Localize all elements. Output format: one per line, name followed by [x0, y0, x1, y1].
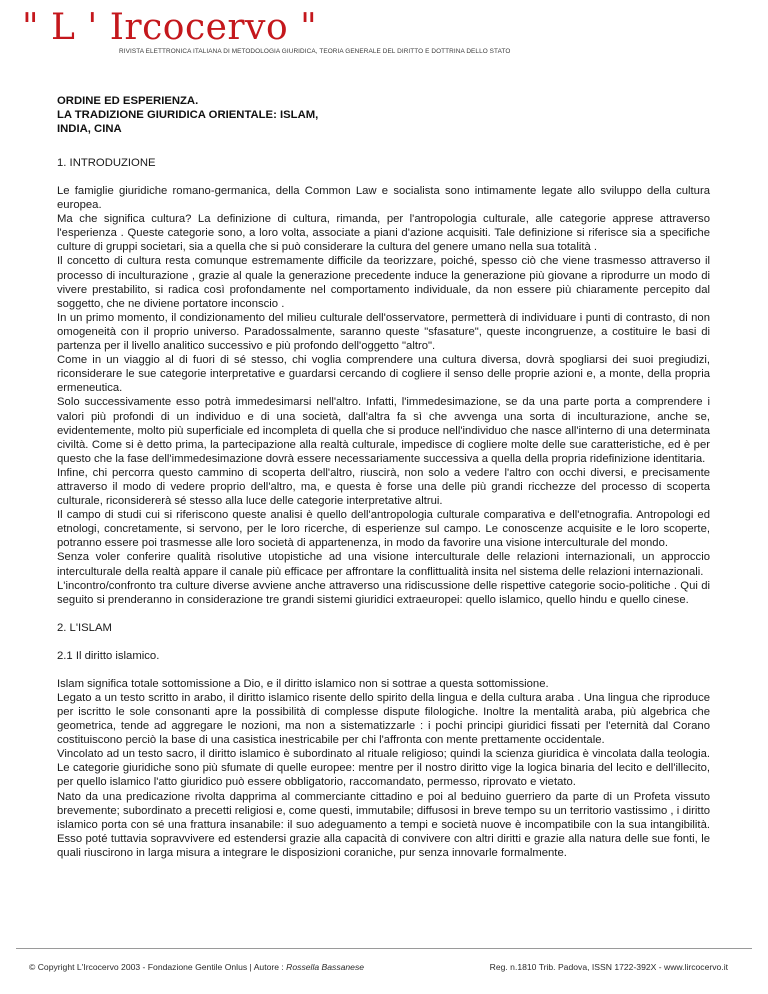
- paragraph: Infine, chi percorra questo cammino di scoperta dell'altro, riuscirà, non solo a vedere l'altro con occhi diversi, e precisamente attraverso il modo di vedere proprio dell'altro, ma, e questa è forse una delle più grandi ricchezze del processo di scoperta culturale, riconsidererà sé stesso alla luce delle categorie interpretative altrui.: [57, 466, 710, 508]
- paragraph: Solo successivamente esso potrà immedesimarsi nell'altro. Infatti, l'immedesimazione, se da una parte porta a comprendere i valori più profondi di un individuo e di una società, dall'altra fa sì che avvenga una sorta di inculturazione, anche se, evidentemente, molto più superficiale ed incompleta di quella che si produce nell'individuo che nasce all'interno di una determinata civiltà. Come si è detto prima, la partecipazione alla realtà culturale, impedisce di cogliere molte delle sue caratteristiche, ed è per questo che la fase dell'immedesimazione dovrà essere necessariamente successiva a quella della propria ridefinizione identitaria.: [57, 396, 710, 465]
- paragraph: Il concetto di cultura resta comunque estremamente difficile da teorizzare, poiché, spesso ciò che viene trasmesso attraverso il processo di inculturazione , grazie al quale la generazione precedente induce la generazione più giovane a riprodurre un modo di vivere prestabilito, si radica così profondamente nel comportamento individuale, da non essere più chiaramente percepito dal soggetto, che ne diviene portatore inconscio .: [57, 255, 710, 310]
- article-body: [57, 94, 710, 860]
- footer-author: Rossella Bassanese: [286, 962, 365, 972]
- section-introduzione: [57, 184, 710, 607]
- footer-divider: [16, 948, 752, 949]
- title-line-3: INDIA, CINA: [57, 123, 122, 135]
- paragraph: Le famiglie giuridiche romano-germanica, della Common Law e socialista sono intimamente legate allo sviluppo della cultura europea.: [57, 185, 710, 212]
- footer-copyright: [29, 962, 364, 972]
- journal-header: [22, 6, 762, 62]
- title-line-1: ORDINE ED ESPERIENZA.: [57, 95, 199, 107]
- paragraph: Nato da una predicazione rivolta dapprima al commerciante cittadino e poi al beduino guerriero da parte di un Profeta vissuto brevemente; subordinato a precetti religiosi e, come questi, immutabile; diffusosi in breve tempo su un territorio vastissimo , i diritto islamico porta con sé una frattura insanabile: il suo adeguamento a tempi e società nuove è incompatibile con la sua intangibilità. Esso poté tuttavia sopravvivere ed estendersi grazie alla capacità di convivere con altri diritti e grazie alla natura delle sue fonti, le quali riuscirono in larga misura a integrare le disposizioni coraniche, pur senza innovarle formalmente.: [57, 790, 710, 859]
- section-islam: [57, 677, 710, 860]
- subsection-heading-diritto-islamico: 2.1 Il diritto islamico.: [57, 649, 160, 662]
- section-heading-islam: 2. L'ISLAM: [57, 621, 112, 634]
- paragraph: Il campo di studi cui si riferiscono queste analisi è quello dell'antropologia culturale comparativa e dell'etnografia. Antropologi ed etnologi, concretamente, si servono, per le loro ricerche, di esperienze sul campo. Le conoscenze acquisite e le loro scoperte, potranno essere poi trasmesse alle loro società di appartenenza, in modo da favorire una visione interculturale del mondo.: [57, 509, 710, 550]
- journal-subtitle: RIVISTA ELETTRONICA ITALIANA DI METODOLOGIA GIURIDICA, TEORIA GENERALE DEL DIRITTO E DOTTRINA DELLO STATO: [119, 48, 511, 55]
- title-line-2: LA TRADIZIONE GIURIDICA ORIENTALE: ISLAM,: [57, 109, 319, 121]
- paragraph: Come in un viaggio al di fuori di sé stesso, chi voglia comprendere una cultura diversa, dovrà spogliarsi dei suoi pregiudizi, riconsiderare le sue categorie interpretative e guardarsi cercando di cogliere il senso delle proprie azioni e, a monte, della propria ermeneutica.: [57, 354, 710, 395]
- journal-logo: " L ' Ircocervo ": [22, 7, 318, 48]
- section-heading-introduzione: 1. INTRODUZIONE: [57, 157, 156, 169]
- paragraph: Senza voler conferire qualità risolutive utopistiche ad una visione interculturale delle relazioni internazionali, un approccio interculturale della realtà appare il canale più efficace per affrontare la conflittualità insita nel sistema delle relazioni internazionali.: [57, 551, 710, 578]
- footer-copyright-text: © Copyright L'Ircocervo 2003 - Fondazione Gentile Onlus | Autore :: [29, 962, 287, 972]
- footer-registration: Reg. n.1810 Trib. Padova, ISSN 1722-392X - www.lircocervo.it: [489, 962, 728, 972]
- paragraph: Ma che significa cultura? La definizione di cultura, rimanda, per l'antropologia culturale, alle categorie apprese attraverso l'esperienza . Queste categorie sono, a loro volta, associate a piani d'azione acquisiti. Tale definizione si riferisce sia a specifiche culture di gruppi societari, sia a quella che si può considerare la cultura del genere umano nella sua totalità .: [57, 213, 710, 254]
- article-title: [57, 94, 710, 136]
- paragraph: In un primo momento, il condizionamento del milieu culturale dell'osservatore, permetterà di individuare i punti di contrasto, di non omogeneità con il proprio universo. Paradossalmente, saranno queste "sfasature", queste incongruenze, a costituire le basi di partenza per il livello analitico successivo e più profondo dell'oggetto "altro".: [57, 311, 710, 353]
- paragraph: Vincolato ad un testo sacro, il diritto islamico è subordinato al rituale religioso; quindi la scienza giuridica è vincolata dalla teologia. Le categorie giuridiche sono più sfumate di quelle europee: mentre per il nostro diritto vige la logica binaria del lecito e dell'illecito, per quello islamico l'atto giuridico può essere obbligatorio, raccomandato, permesso, riprovato e vietato.: [57, 748, 710, 789]
- paragraph: L'incontro/confronto tra culture diverse avviene anche attraverso una ridiscussione delle rispettive categorie socio-politiche . Qui di seguito si prenderanno in considerazione tre grandi sistemi giuridici extraeuropei: quello islamico, quello hindu e quello cinese.: [57, 579, 710, 606]
- paragraph: Islam significa totale sottomissione a Dio, e il diritto islamico non si sottrae a questa sottomissione.: [57, 677, 549, 690]
- paragraph: Legato a un testo scritto in arabo, il diritto islamico risente dello spirito della lingua e della cultura araba . Una lingua che riproduce per iscritto le sole consonanti apre la possibilità di complesse dispute filologiche. Inoltre la mentalità araba, più algebrica che geometrica, tende ad aggregare le nozioni, ma non a sistematizzarle : i pochi principi giuridici fissati per l'eternità dal Corano costituiscono perciò la base di una casistica inestricabile per chi l'affronta con mente prettamente occidentale.: [57, 691, 710, 747]
